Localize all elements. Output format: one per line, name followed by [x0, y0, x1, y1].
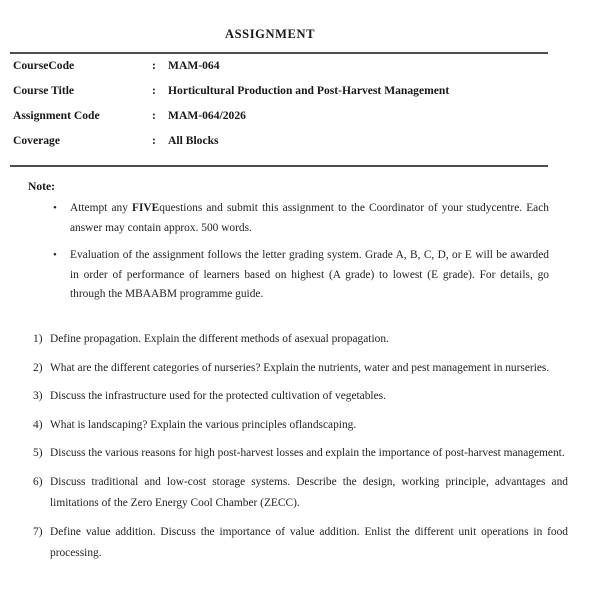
question-list	[33, 329, 568, 565]
list-item	[33, 415, 568, 437]
list-item	[53, 199, 549, 238]
question-text: Discuss traditional and low-cost storage systems. Describe the design, working principle, advantages and limitations of the Zero Energy Cool Chamber (ZECC).	[50, 475, 568, 509]
table-row	[10, 109, 548, 134]
question-text: What is landscaping? Explain the various principles oflandscaping.	[50, 418, 357, 431]
list-item	[33, 522, 568, 565]
note-lead-text: Attempt any	[70, 202, 133, 214]
info-label: Coverage	[13, 134, 60, 147]
list-item	[53, 246, 549, 305]
question-number: 5)	[33, 447, 43, 459]
info-separator: :	[152, 84, 156, 97]
note-heading: Note:	[28, 180, 56, 193]
question-number: 6)	[33, 475, 43, 488]
list-item	[33, 358, 568, 380]
question-text: Define value addition. Discuss the importance of value addition. Enlist the different unit operations in food processing.	[50, 525, 568, 559]
info-separator: :	[152, 59, 156, 72]
info-separator: :	[152, 109, 156, 122]
course-info-table	[10, 52, 548, 167]
note-emphasis-text: FIVE	[132, 202, 160, 214]
bullet-icon: •	[53, 249, 57, 261]
question-number: 4)	[33, 418, 43, 431]
note-list	[53, 199, 549, 305]
question-text: Discuss the various reasons for high post-harvest losses and explain the importance of post-harvest management.	[50, 447, 565, 459]
question-text: What are the different categories of nurseries? Explain the nutrients, water and pest management in nurseries.	[50, 361, 550, 374]
page-title: ASSIGNMENT	[224, 27, 316, 41]
table-row	[10, 59, 548, 84]
table-row	[10, 134, 548, 159]
info-value: All Blocks	[168, 134, 219, 147]
question-text: Define propagation. Explain the different methods of asexual propagation.	[50, 333, 389, 345]
info-value: MAM-064/2026	[168, 109, 246, 122]
info-label: CourseCode	[13, 59, 75, 72]
table-row	[10, 84, 548, 109]
list-item	[33, 443, 568, 465]
info-separator: :	[152, 134, 156, 147]
question-text: Discuss the infrastructure used for the protected cultivation of vegetables.	[50, 390, 386, 402]
question-number: 7)	[33, 525, 43, 538]
info-value: Horticultural Production and Post-Harvest Management	[168, 84, 450, 97]
info-value: MAM-064	[168, 59, 220, 72]
question-number: 2)	[33, 361, 43, 374]
note-body-text: Evaluation of the assignment follows the letter grading system. Grade A, B, C, D, or E will be awarded in order of performance of learners based on highest (A grade) to lowest (E grade). For details, go through the MBAABM programme guide.	[70, 249, 549, 300]
question-number: 1)	[33, 333, 43, 345]
list-item	[33, 329, 568, 351]
bullet-icon: •	[53, 202, 57, 214]
info-label: Course Title	[13, 84, 75, 97]
list-item	[33, 472, 568, 515]
list-item	[33, 386, 568, 408]
info-label: Assignment Code	[13, 109, 100, 122]
question-number: 3)	[33, 390, 43, 402]
note-body-text: questions and submit this assignment to the Coordinator of your studycentre. Each answer may contain approx. 500 words.	[70, 202, 549, 234]
